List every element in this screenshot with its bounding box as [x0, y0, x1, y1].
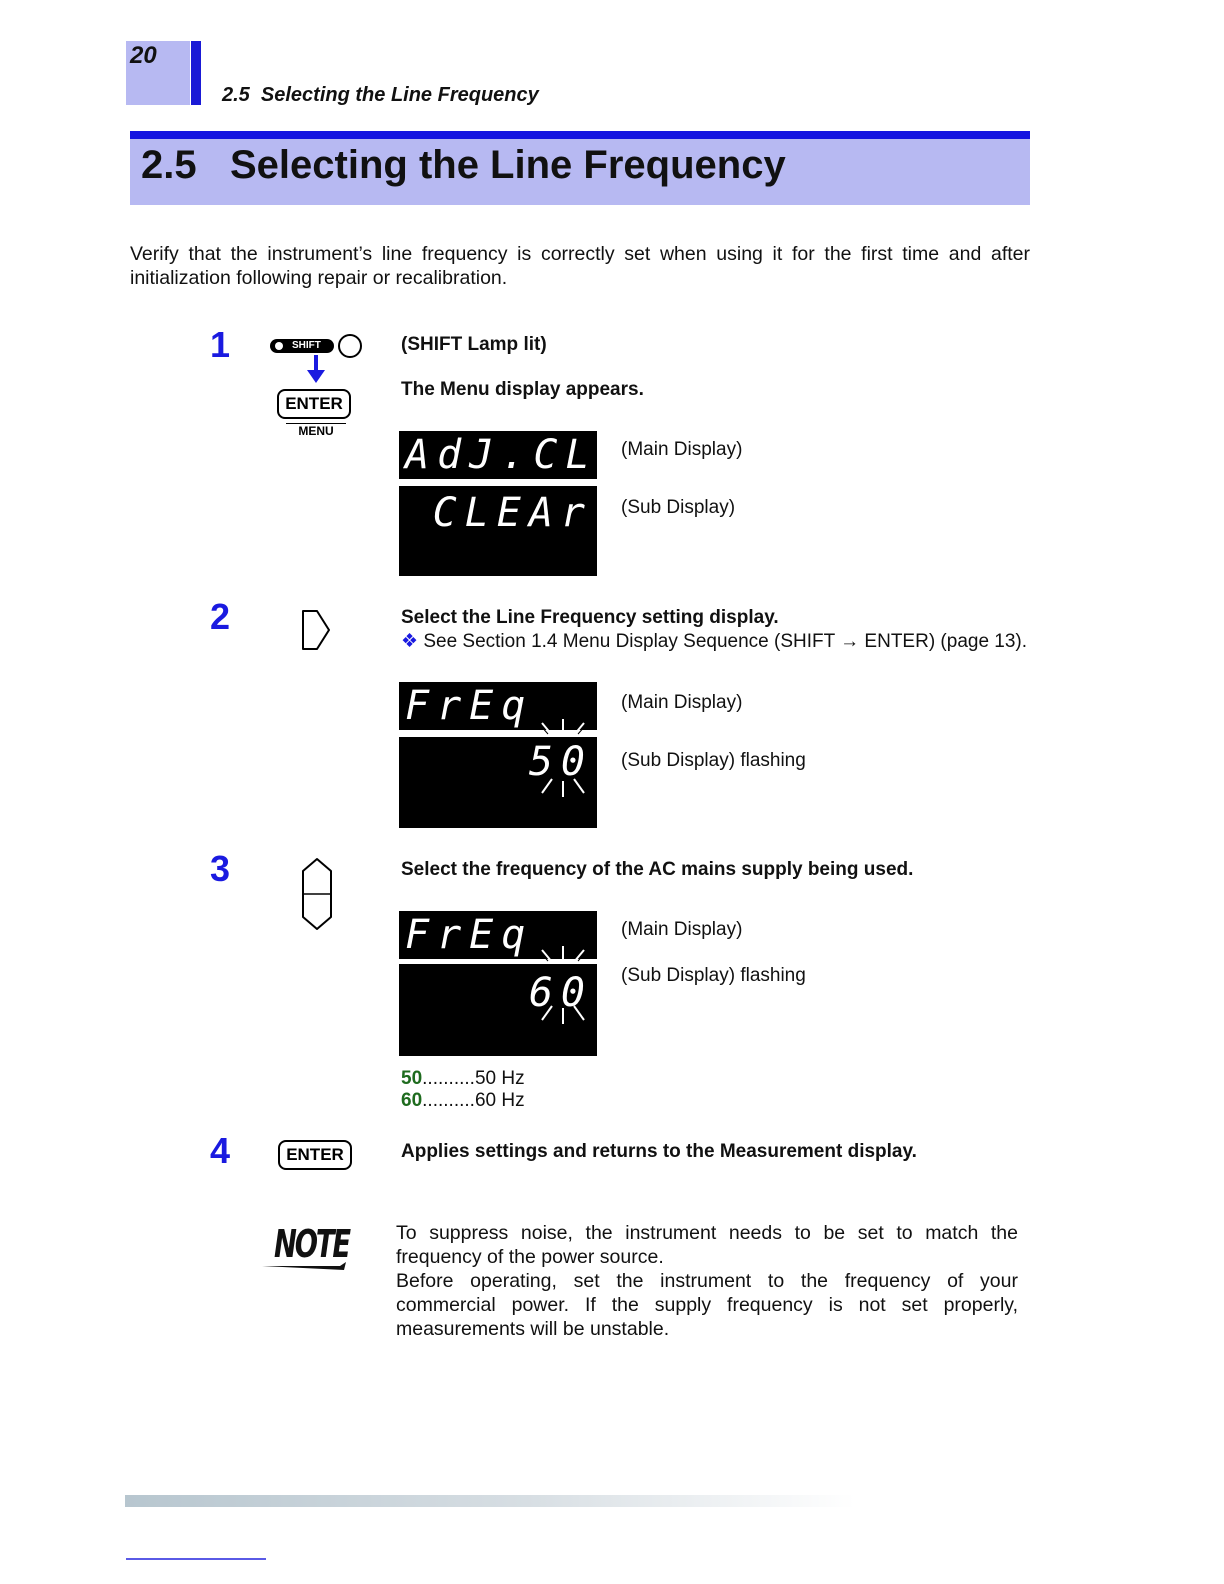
step-3-sub-display: 60: [399, 964, 597, 1056]
frequency-option-desc: 60 Hz: [474, 1090, 525, 1111]
arrow-down-icon: [306, 355, 326, 385]
shift-indicator-icon: [275, 342, 283, 350]
section-number: 2.5: [141, 143, 197, 187]
running-head: 2.5 Selecting the Line Frequency: [222, 84, 539, 106]
step-3-main-display: FrEq: [399, 911, 597, 959]
up-down-key-icon: [301, 857, 333, 931]
note-logo: [262, 1222, 348, 1272]
frequency-option: [401, 1090, 525, 1112]
frequency-option-desc: 50 Hz: [474, 1068, 525, 1089]
frequency-option-dots: ..........: [422, 1090, 475, 1111]
frequency-option: [401, 1068, 525, 1090]
note-paragraph-1: To suppress noise, the instrument needs to be set to match the frequency of the power source.: [396, 1222, 1018, 1268]
step-1-number: 1: [210, 324, 231, 365]
section-title-rule: [130, 131, 1030, 139]
step-3-number: 3: [210, 848, 231, 889]
frequency-option-value: 50: [401, 1068, 423, 1089]
step-2-line1: Select the Line Frequency setting display.: [401, 607, 779, 628]
frequency-option-value: 60: [401, 1090, 423, 1111]
intro-paragraph: Verify that the instrument’s line frequency is correctly set when using it for the first time and after initialization following repair or recalibration.: [130, 243, 1030, 289]
step-2-sub-label: (Sub Display) flashing: [621, 750, 806, 771]
step-1-main-display: AdJ.CLr: [399, 431, 597, 479]
footer-rule: [125, 1495, 855, 1507]
bottom-line: [126, 1558, 266, 1560]
shift-key: [270, 339, 334, 353]
note-paragraph-2: Before operating, set the instrument to the frequency of your commercial power. If the supply frequency is not set properly, measurements will be unstable.: [396, 1270, 1018, 1340]
step-1-line1: (SHIFT Lamp lit): [401, 334, 547, 355]
section-title: [141, 143, 786, 188]
step-2-main-label: (Main Display): [621, 692, 743, 713]
diamond-bullet-icon: ❖: [401, 631, 419, 652]
header-accent-bar: [191, 41, 201, 105]
note-text: [396, 1221, 1018, 1341]
section-title-text: Selecting the Line Frequency: [230, 143, 786, 187]
page-number: 20: [130, 42, 157, 69]
flash-indicator-icon: [532, 715, 594, 801]
step-4-number: 4: [210, 1130, 231, 1171]
note-label: NOTE: [274, 1222, 349, 1266]
step-1-sub-display: CLEAr: [399, 486, 597, 576]
right-key-icon: [301, 609, 331, 651]
step-3-main-label: (Main Display): [621, 919, 743, 940]
shift-lamp-icon: [338, 334, 362, 358]
step-4-line1: Applies settings and returns to the Measurement display.: [401, 1141, 917, 1162]
step-2-line2: See Section 1.4 Menu Display Sequence (SHIFT → ENTER) (page 13).: [423, 631, 1028, 652]
step-3-line1: Select the frequency of the AC mains supply being used.: [401, 859, 914, 880]
enter-key: ENTER: [278, 1140, 352, 1170]
step-1-sub-label: (Sub Display): [621, 497, 736, 518]
flash-indicator-icon: [532, 942, 594, 1028]
menu-key-label: MENU: [286, 423, 346, 438]
step-1-main-label: (Main Display): [621, 439, 743, 460]
shift-key-label: SHIFT: [292, 340, 321, 351]
step-2-main-display: FrEq: [399, 682, 597, 730]
step-2-number: 2: [210, 596, 231, 637]
enter-key: ENTER: [277, 389, 351, 419]
note-underline-icon: [262, 1260, 348, 1272]
step-2-sub-display: 50: [399, 737, 597, 828]
step-3-sub-label: (Sub Display) flashing: [621, 965, 806, 986]
step-1-line2: The Menu display appears.: [401, 379, 644, 400]
frequency-option-dots: ..........: [422, 1068, 475, 1089]
step-2-line2-row: [401, 630, 1027, 653]
